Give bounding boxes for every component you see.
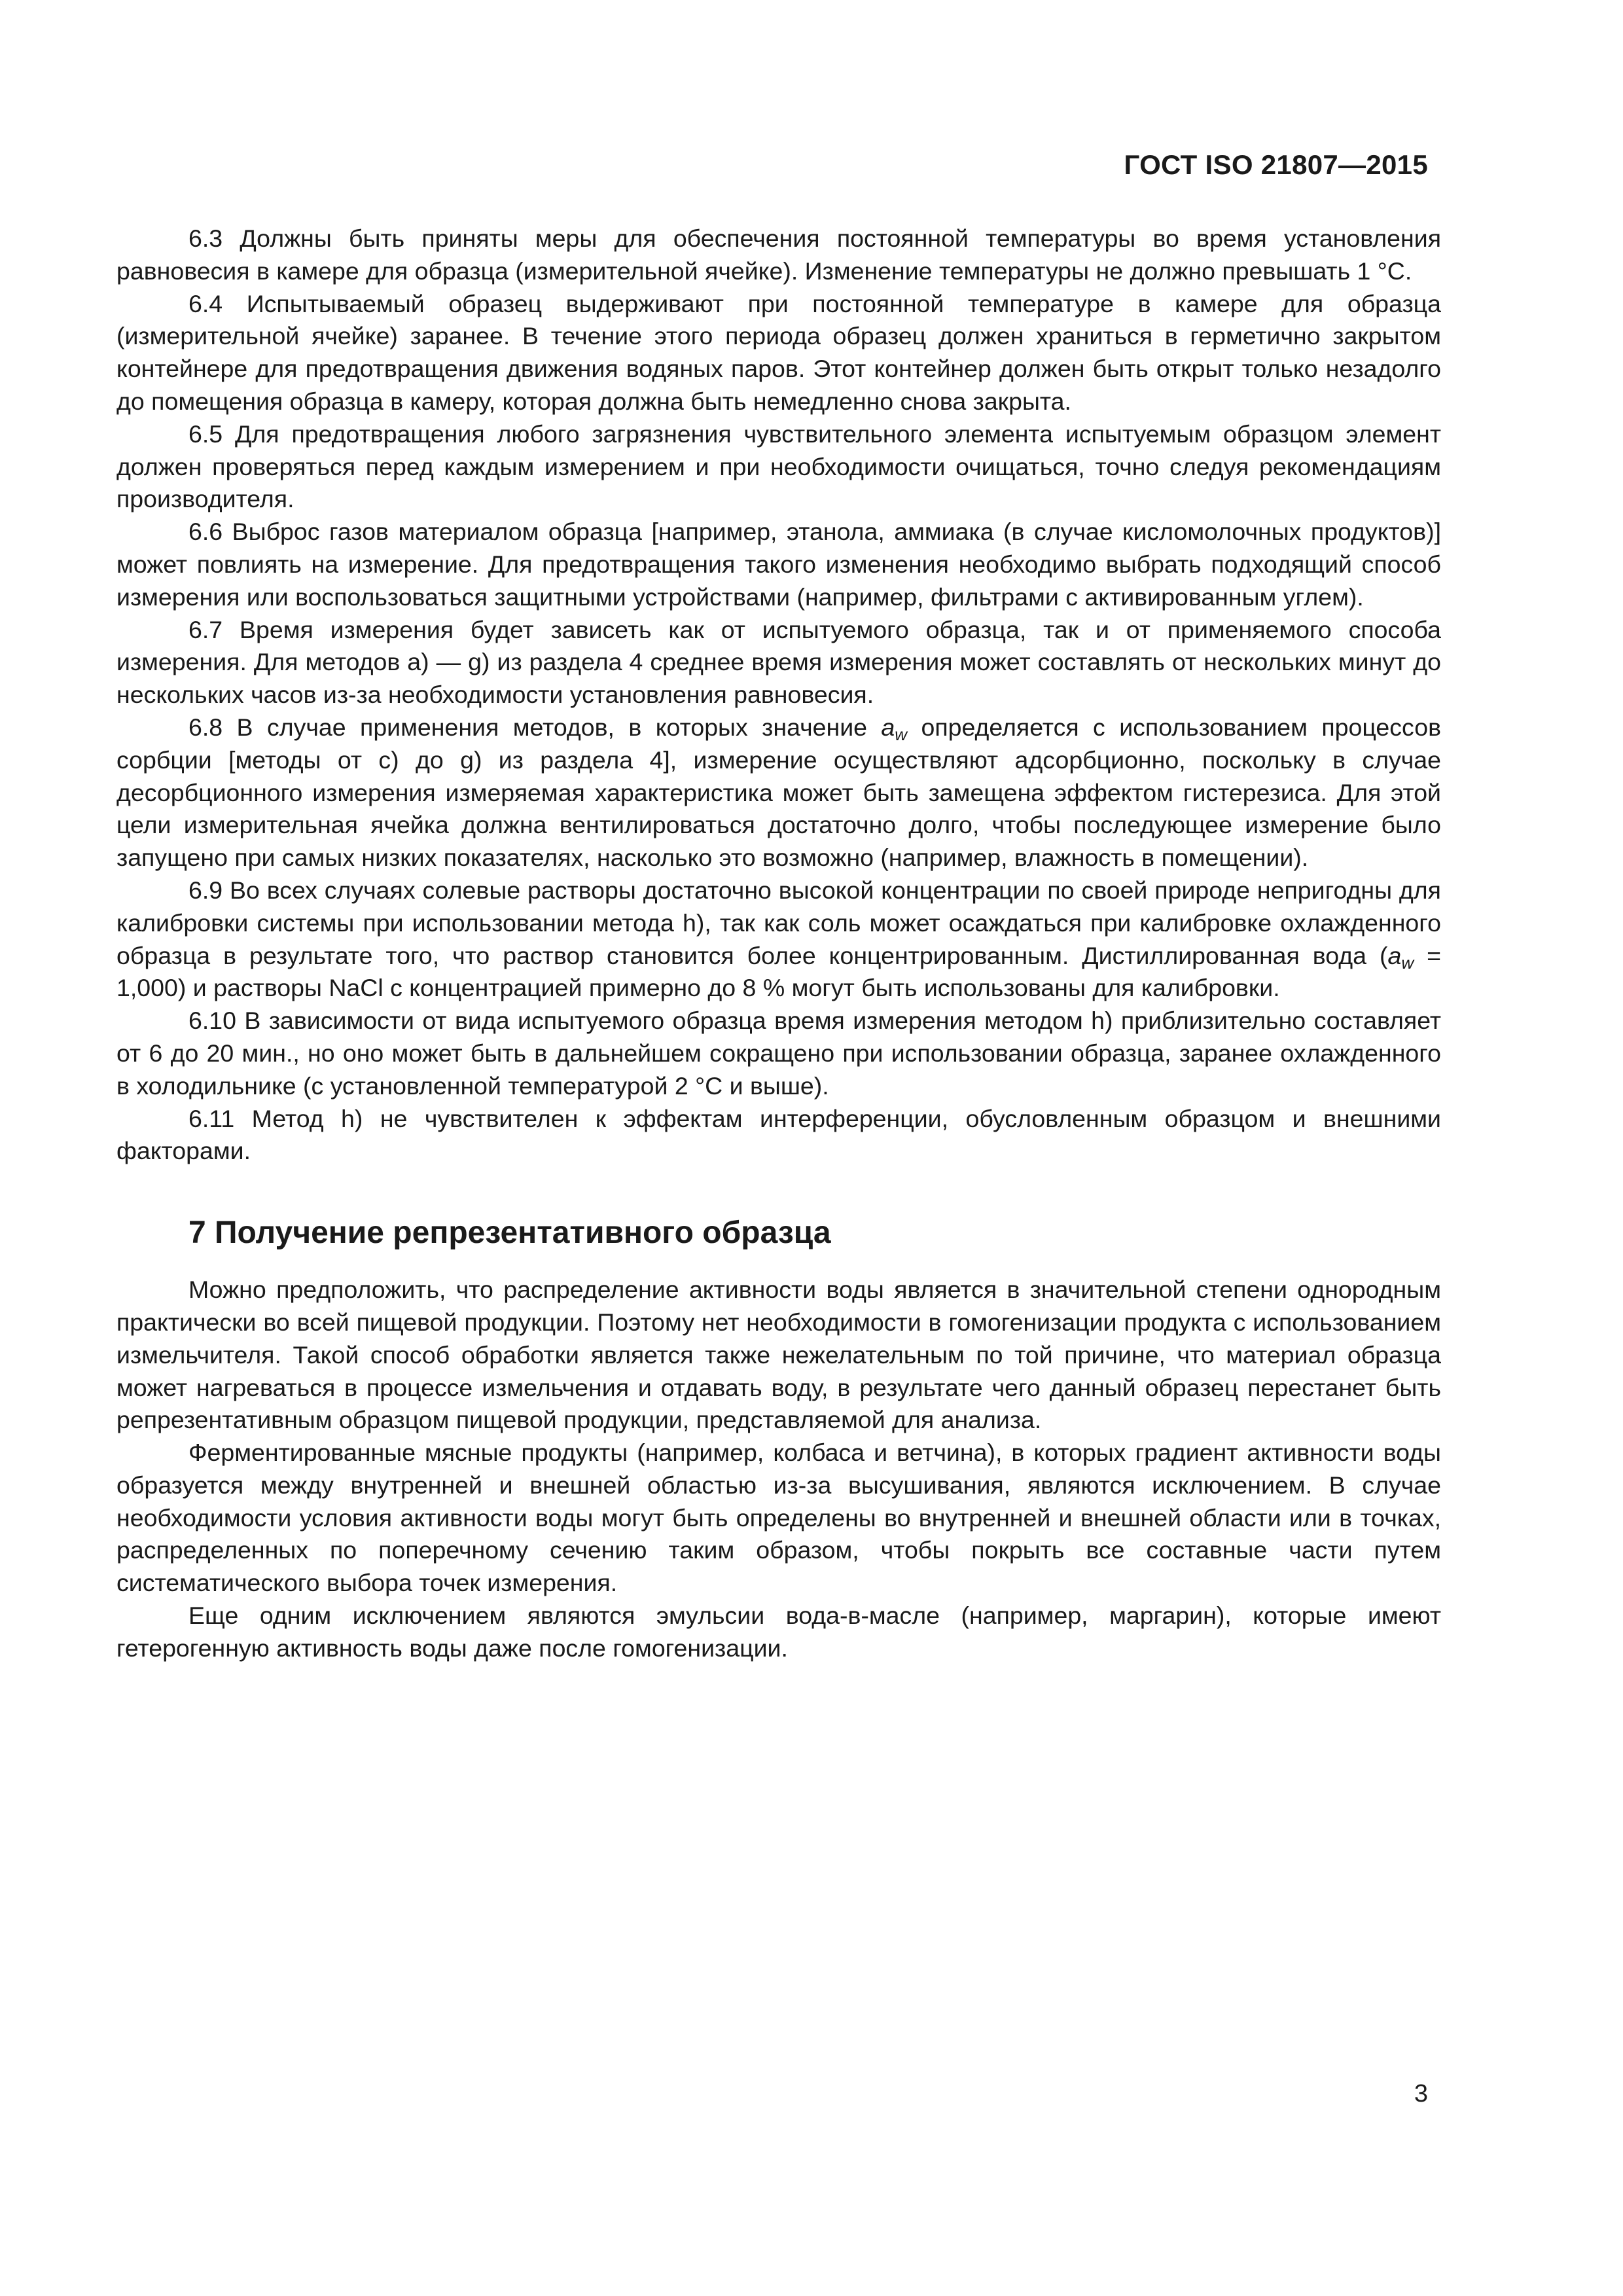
water-activity-symbol: a — [1387, 941, 1402, 969]
paragraph-6-9 — [116, 874, 1441, 1005]
paragraph-6-6: 6.6 Выброс газов материалом образца [например, этанола, аммиака (в случае кисломолочных продуктов)] может повлиять на измерение. Для предотвращения такого изменения необходимо выбрать подходящий способ измерения или воспользоваться защитными устройствами (например, фильтрами с активированным углем). — [116, 518, 1441, 611]
section-7-paragraph-2: Ферментированные мясные продукты (например, колбаса и ветчина), в которых градиент активности воды образуется между внутренней и внешней областью из-за высушивания, являются исключением. В случае необходимости условия активности воды могут быть определены во внутренней и внешней области или в точках, распределенных по поперечному сечению таким образом, чтобы покрыть все составные части путем систематического выбора точек измерения. — [116, 1439, 1441, 1597]
page-number: 3 — [1414, 2080, 1428, 2108]
paragraph-6-10: 6.10 В зависимости от вида испытуемого образца время измерения методом h) приблизительно составляет от 6 до 20 мин., но оно может быть в дальнейшем сокращено при использовании образца, заранее охлажденного в холодильнике (с установленной температурой 2 °С и выше). — [116, 1007, 1441, 1100]
paragraph-6-8 — [116, 711, 1441, 874]
paragraph-6-3: 6.3 Должны быть приняты меры для обеспечения постоянной температуры во время установления равновесия в камере для образца (измерительной ячейке). Изменение температуры не должно превышать 1 °С. — [116, 224, 1441, 285]
section-7-paragraph-1: Можно предположить, что распределение активности воды является в значительной степени однородным практически во всей пищевой продукции. Поэтому нет необходимости в гомогенизации продукта с использованием измельчителя. Такой способ обработки является также нежелательным по той причине, что материал образца может нагреваться в процессе измельчения и отдавать воду, в результате чего данный образец перестанет быть репрезентативным образцом пищевой продукции, представляемой для анализа. — [116, 1276, 1441, 1434]
paragraph-6-8-text-start: 6.8 В случае применения методов, в которых значение — [188, 713, 882, 741]
paragraph-6-9-text-start: 6.9 Во всех случаях солевые растворы достаточно высокой концентрации по своей природе непригодны для калибровки системы при использовании метода h), так как соль может осаждаться при калибровке охлажденного образца в результате того, что раствор становится более концентрированным. Дистиллированная вода ( — [116, 876, 1441, 969]
paragraph-6-9-text-end: = 1,000) и растворы NaCl с концентрацией примерно до 8 % могут быть использованы для калибровки. — [116, 941, 1441, 1002]
paragraph-6-4: 6.4 Испытываемый образец выдерживают при постоянной температуре в камере для образца (измерительной ячейке) заранее. В течение этого периода образец должен храниться в герметично закрытом контейнере для предотвращения движения водяных паров. Этот контейнер должен быть открыт только незадолго до помещения образца в камеру, которая должна быть немедленно снова закрыта. — [116, 289, 1441, 415]
paragraph-6-11: 6.11 Метод h) не чувствителен к эффектам интерференции, обусловленным образцом и внешними факторами. — [116, 1104, 1441, 1165]
section-7-heading: 7 Получение репрезентативного образца — [188, 1215, 831, 1251]
paragraph-6-5: 6.5 Для предотвращения любого загрязнения чувствительного элемента испытуемым образцом элемент должен проверяться перед каждым измерением и при необходимости очищаться, точно следуя рекомендациям производителя. — [116, 420, 1441, 513]
paragraph-6-8-text-end: определяется с использованием процессов сорбции [методы от с) до g) из раздела 4], измерение осуществляют адсорбционно, поскольку в случае десорбционного измерения измеряемая характеристика может быть замещена эффектом гистерезиса. Для этой цели измерительная ячейка должна вентилироваться достаточно долго, чтобы последующее измерение было запущено при самых низких показателях, насколько это возможно (например, влажность в помещении). — [116, 713, 1441, 872]
water-activity-symbol: a — [881, 713, 895, 741]
paragraph-6-7: 6.7 Время измерения будет зависеть как от испытуемого образца, так и от применяемого способа измерения. Для методов а) — g) из раздела 4 среднее время измерения может составлять от нескольких минут до нескольких часов из-за необходимости установления равновесия. — [116, 615, 1441, 709]
document-body — [116, 223, 1441, 1665]
section-7-paragraph-3: Еще одним исключением являются эмульсии вода-в-масле (например, маргарин), которые имеют гетерогенную активность воды даже после гомогенизации. — [116, 1602, 1441, 1662]
water-activity-subscript: w — [1401, 952, 1414, 973]
water-activity-subscript: w — [895, 724, 908, 744]
standard-header: ГОСТ ISO 21807—2015 — [1124, 149, 1428, 180]
